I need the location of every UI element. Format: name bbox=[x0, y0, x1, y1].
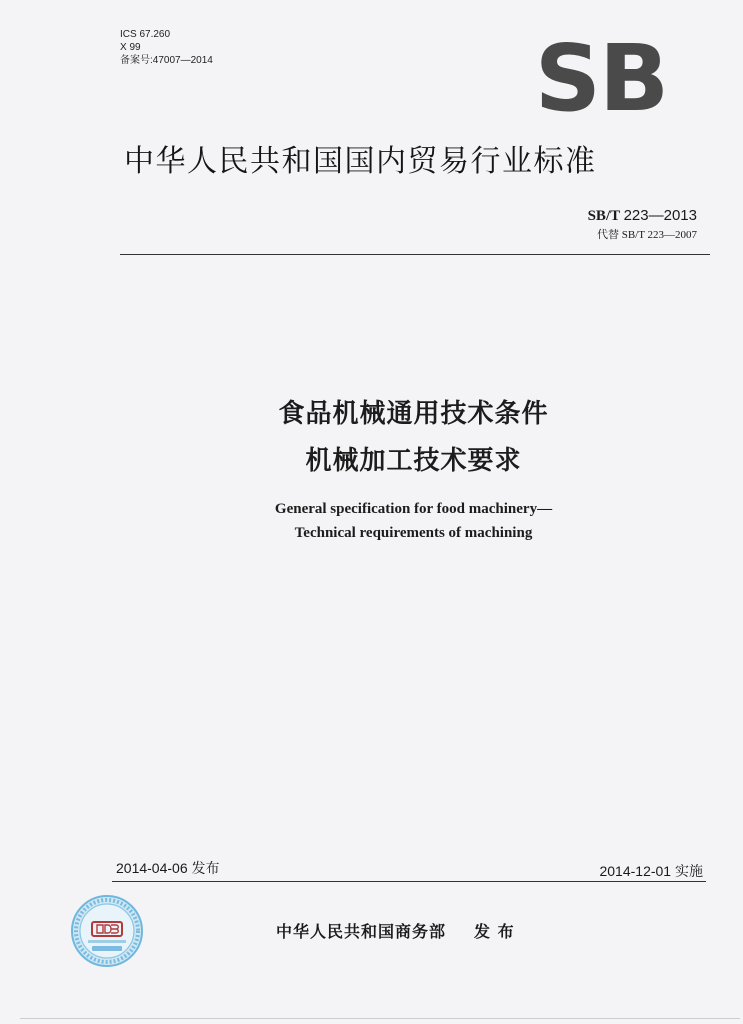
issue-date: 2014-04-06 bbox=[116, 860, 188, 876]
anti-counterfeit-seal-icon bbox=[70, 894, 144, 968]
classification-info bbox=[120, 28, 213, 67]
sb-logo bbox=[528, 40, 674, 116]
replaces-standard: 代替 SB/T 223—2007 bbox=[596, 229, 697, 241]
implementation-date: 2014-12-01 bbox=[599, 863, 672, 879]
standard-code-number: 223—2013 bbox=[623, 207, 697, 224]
english-title-line-2: Technical requirements of machining bbox=[294, 525, 533, 541]
implementation-date-block bbox=[599, 861, 703, 881]
issuer-action: 发 布 bbox=[474, 922, 515, 941]
chinese-title-line-1: 食品机械通用技术条件 bbox=[278, 399, 549, 429]
issue-label: 发布 bbox=[191, 861, 220, 877]
scan-edge-line bbox=[20, 1018, 740, 1019]
chinese-title-line-2: 机械加工技术要求 bbox=[305, 446, 522, 476]
record-number: 备案号:47007—2014 bbox=[120, 55, 213, 66]
standard-number-block bbox=[588, 207, 697, 242]
standard-number bbox=[588, 207, 697, 225]
ics-code: ICS 67.260 bbox=[120, 29, 171, 40]
sb-logo-text: SB bbox=[534, 40, 668, 116]
english-title-line-1: General specification for food machinery— bbox=[274, 501, 553, 517]
issue-date-block bbox=[116, 858, 220, 878]
issuer-name: 中华人民共和国商务部 bbox=[276, 922, 447, 941]
bottom-divider bbox=[112, 881, 706, 882]
top-divider bbox=[120, 254, 710, 255]
standard-code-prefix: SB/T bbox=[587, 208, 624, 224]
implementation-label: 实施 bbox=[675, 864, 703, 880]
class-code: X 99 bbox=[120, 42, 141, 53]
issuing-category-title: 中华人民共和国国内贸易行业标准 bbox=[124, 144, 597, 179]
issuing-authority bbox=[276, 919, 515, 942]
